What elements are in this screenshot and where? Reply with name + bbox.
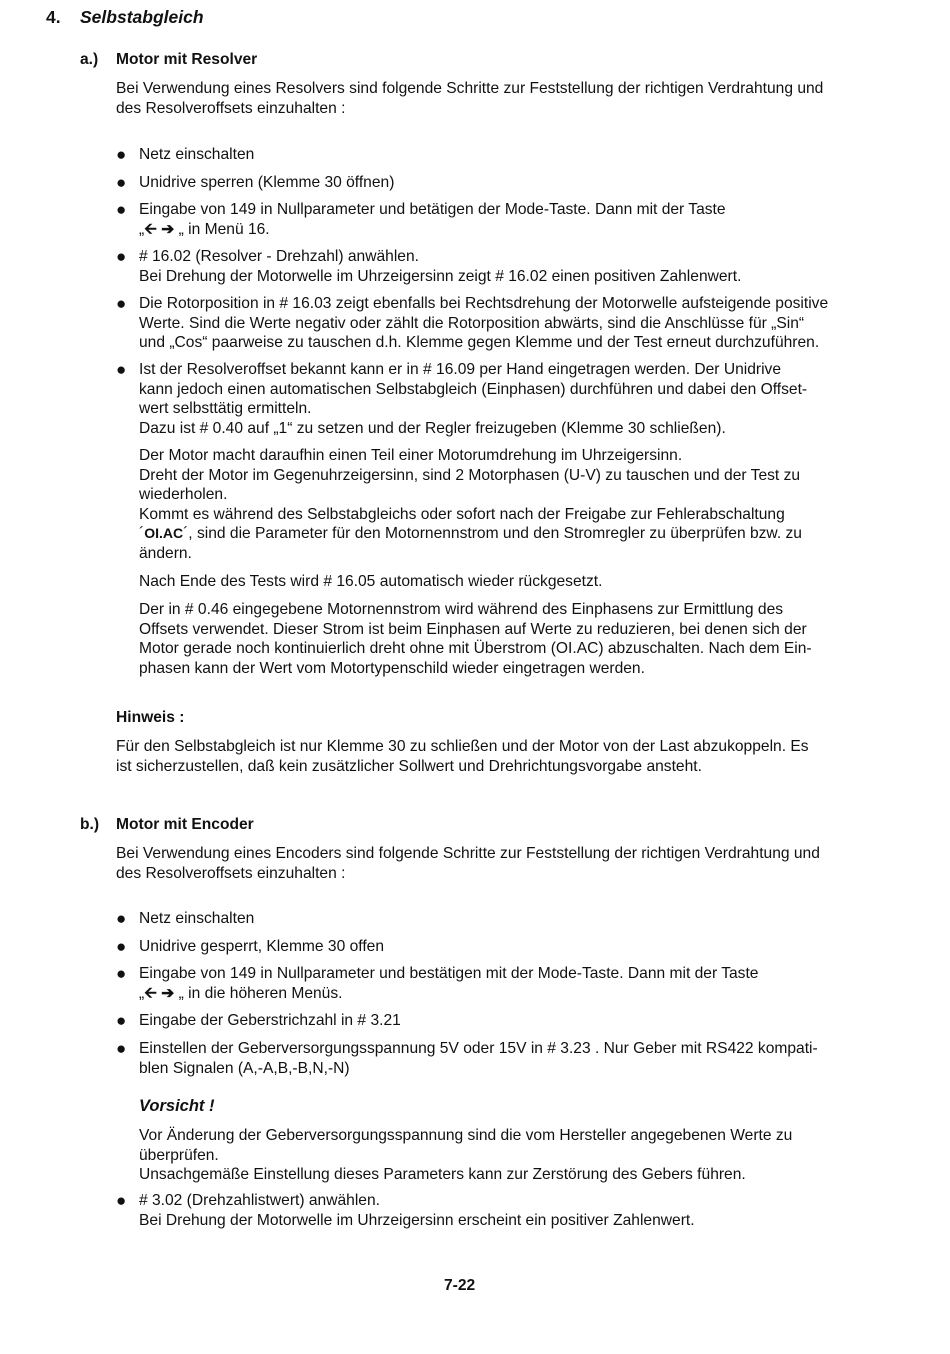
arrow-key-line: „🡨 ➔ „ in Menü 16. [139,220,270,238]
list-item-text: Ist der Resolveroffset bekannt kann er in # 16.09 per Hand eingetragen werden. Der Unidrive [139,361,782,378]
list-item-text: blen Signalen (A,-A,B,-B,N,-N) [139,1059,350,1077]
bullet-icon: ● [116,294,127,313]
warning-title: Vorsicht ! [139,1097,215,1115]
subsection-b-title: Motor mit Encoder [116,816,254,833]
intro-line: Bei Verwendung eines Resolvers sind folgende Schritte zur Feststellung der richtigen Verdrahtung und [116,80,824,97]
subsection-a-title: Motor mit Resolver [116,51,258,68]
subsection-a-label: a.) [80,51,99,68]
list-item-text: Einstellen der Geberversorgungsspannung 5V oder 15V in # 3.23 . Nur Geber mit RS422 kompati- [139,1040,818,1057]
subsection-b-label: b.) [80,816,100,833]
subsection-a-intro [116,79,886,118]
intro-line: des Resolveroffsets einzuhalten : [116,864,346,882]
intro-line: des Resolveroffsets einzuhalten : [116,99,346,117]
list-item-text: # 16.02 (Resolver - Drehzahl) anwählen. [139,248,419,265]
intro-line: Bei Verwendung eines Encoders sind folgende Schritte zur Feststellung der richtigen Verdrahtung und [116,845,820,862]
note-paragraph: Für den Selbstabgleich ist nur Klemme 30 zu schließen und der Motor von der Last abzukoppeln. Es ist sicherzustellen, daß kein zusätzlicher Sollwert und Drehrichtungsvorgabe ansteht. [116,738,809,775]
subsection-b-intro [116,844,886,883]
list-item-text: Unidrive gesperrt, Klemme 30 offen [139,938,384,955]
list-item-text: Dazu ist # 0.40 auf „1“ zu setzen und der Regler freizugeben (Klemme 30 schließen). [139,419,726,437]
bullet-icon: ● [116,937,127,956]
bullet-icon: ● [116,909,127,928]
list-item-text: Netz einschalten [139,146,255,163]
list-item-text: Eingabe von 149 in Nullparameter und betätigen der Mode-Taste. Dann mit der Taste [139,201,726,218]
section-title: Selbstabgleich [80,7,204,27]
bullet-icon: ● [116,200,127,219]
list-item-text: und „Cos“ paarweise zu tauschen d.h. Klemme gegen Klemme und der Test erneut durchzuführen. [139,334,820,351]
bullet-icon: ● [116,173,127,192]
list-item-text: Bei Drehung der Motorwelle im Uhrzeigersinn zeigt # 16.02 einen positiven Zahlenwert. [139,267,742,285]
arrow-left-icon: 🡨 [144,984,157,1002]
test-end-paragraph: Nach Ende des Tests wird # 16.05 automatisch wieder rückgesetzt. [139,573,603,590]
bullet-icon: ● [116,360,127,379]
arrow-right-icon: ➔ [161,220,175,238]
list-item-text: wert selbsttätig ermitteln. [139,400,312,417]
list-item-text: Werte. Sind die Werte negativ oder zählt die Rotorposition abwärts, sind die Anschlüsse für „Sin“ [139,314,805,332]
bullet-icon: ● [116,1191,127,1210]
list-item-text: Netz einschalten [139,910,255,927]
list-item-text: Die Rotorposition in # 16.03 zeigt ebenfalls bei Rechtsdrehung der Motorwelle aufsteigende positive [139,295,829,312]
page-number: 7-22 [444,1277,476,1294]
arrow-left-icon: 🡨 [144,220,157,238]
arrow-key-line: „🡨 ➔ „ in die höheren Menüs. [139,984,343,1002]
current-paragraph: Der in # 0.46 eingegebene Motornennstrom wird während des Einphasens zur Ermittlung des Offsets verwendet. Dieser Strom ist beim Einphasen auf Werte zu reduzieren, bei denen sich der Motor gerade noch kontinuierlich dreht ohne mit Überstrom (OI.AC) abzuschalten. Nach dem Ein- phasen kann der Wert vom Motortypenschild wieder eingetragen werden. [139,601,812,677]
motor-rotation-paragraph: Der Motor macht daraufhin einen Teil einer Motorumdrehung im Uhrzeigersinn. Dreht der Motor im Gegenuhrzeigersinn, sind 2 Motorphasen (U-V) zu tauschen und der Test zu wiederholen. Kommt es während des Selbstabgleichs oder sofort nach der Freigabe zur Fehlerabschaltung ´OI.AC´, sind die Parameter für den Motornennstrom und den Stromregler zu überprüfen bzw. zu ändern. [139,446,909,563]
list-item-text: Eingabe von 149 in Nullparameter und bestätigen mit der Mode-Taste. Dann mit der Taste [139,965,759,982]
oiac-line: ´OI.AC´, sind die Parameter für den Motornennstrom und den Stromregler zu überprüfen bzw. zu [139,525,802,542]
list-item-text: Bei Drehung der Motorwelle im Uhrzeigersinn erscheint ein positiver Zahlenwert. [139,1211,695,1229]
warning-paragraph: Vor Änderung der Geberversorgungsspannung sind die vom Hersteller angegebenen Werte zu überprüfen. Unsachgemäße Einstellung dieses Parameters kann zur Zerstörung des Gebers führen. [139,1127,793,1183]
bullet-icon: ● [116,1011,127,1030]
section-number: 4. [46,7,61,27]
list-item-text: # 3.02 (Drehzahlistwert) anwählen. [139,1192,380,1209]
list-item-text: kann jedoch einen automatischen Selbstabgleich (Einphasen) durchführen und dabei den Offset- [139,380,808,398]
bullet-icon: ● [116,1039,127,1058]
bullet-icon: ● [116,145,127,164]
bullet-icon: ● [116,964,127,983]
list-item-text: Unidrive sperren (Klemme 30 öffnen) [139,174,395,191]
error-code: OI.AC [144,525,184,541]
arrow-right-icon: ➔ [161,984,175,1002]
note-title: Hinweis : [116,709,185,726]
bullet-icon: ● [116,247,127,266]
list-item-text: Eingabe der Geberstrichzahl in # 3.21 [139,1012,401,1029]
